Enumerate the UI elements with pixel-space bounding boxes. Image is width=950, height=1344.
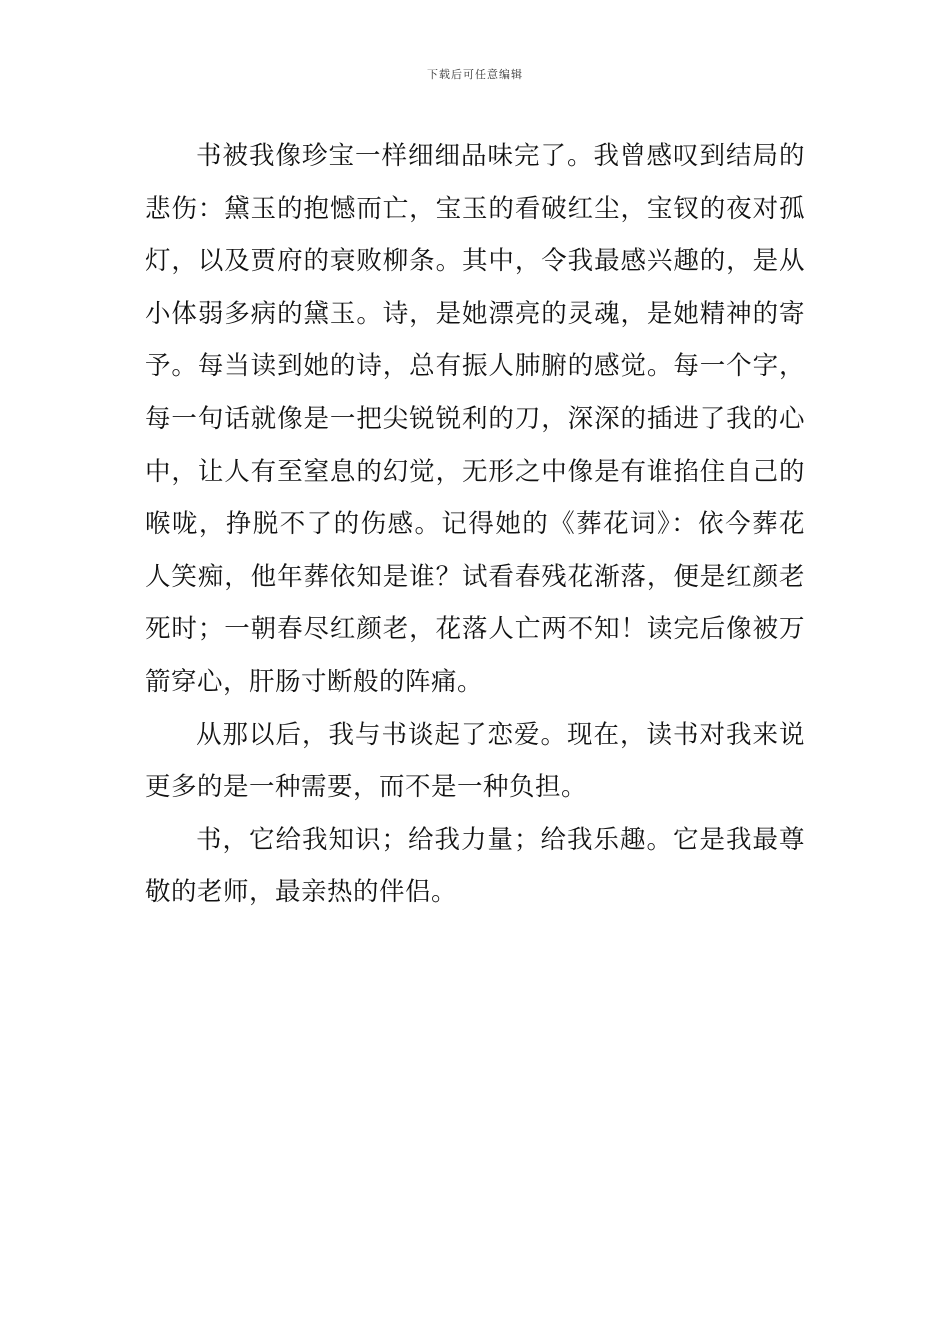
paragraph-2: 从那以后，我与书谈起了恋爱。现在，读书对我来说更多的是一种需要，而不是一种负担。 (145, 719, 805, 803)
paragraph-3: 书，它给我知识；给我力量；给我乐趣。它是我最尊敬的老师，最亲热的伴侣。 (145, 824, 805, 908)
body-text (145, 130, 805, 919)
paragraph-1: 书被我像珍宝一样细细品味完了。我曾感叹到结局的悲伤：黛玉的抱憾而亡，宝玉的看破红尘，宝钗的夜对孤灯，以及贾府的衰败柳条。其中，令我最感兴趣的，是从小体弱多病的黛玉。诗，是她漂亮的灵魂，是她精神的寄予。每当读到她的诗，总有振人肺腑的感觉。每一个字，每一句话就像是一把尖锐锐利的刀，深深的插进了我的心中，让人有至窒息的幻觉，无形之中像是有谁掐住自己的喉咙，挣脱不了的伤感。记得她的《葬花词》：依今葬花人笑痴，他年葬依知是谁？试看春残花渐落，便是红颜老死时；一朝春尽红颜老，花落人亡两不知！读完后像被万箭穿心，肝肠寸断般的阵痛。 (145, 141, 805, 697)
page-header-note: 下载后可任意编辑 (427, 68, 523, 81)
